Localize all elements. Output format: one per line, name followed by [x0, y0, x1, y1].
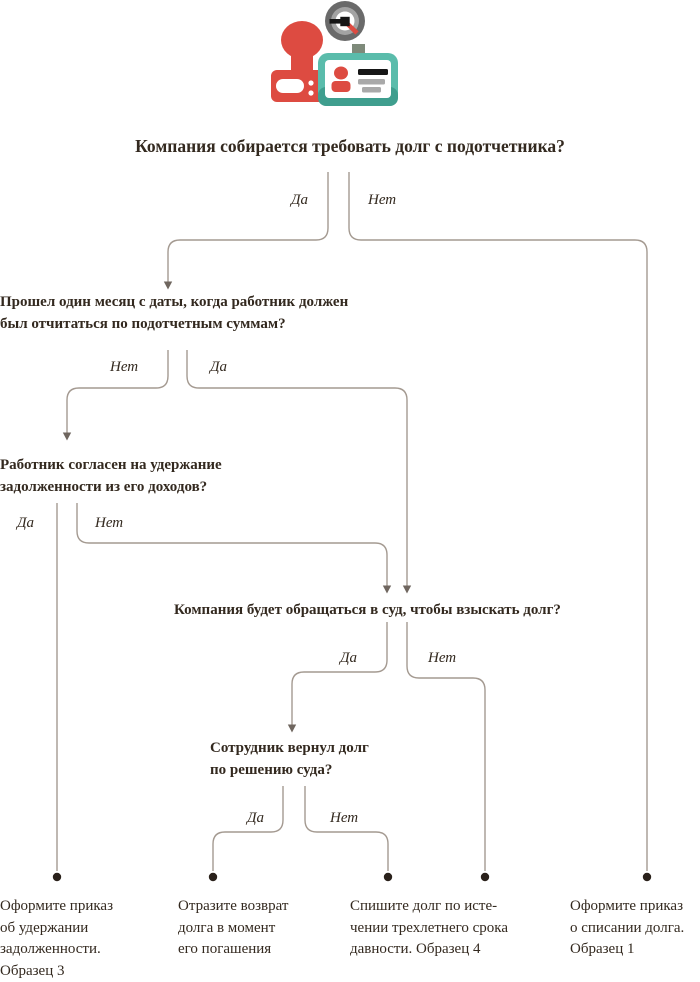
label-q1-no: Нет	[110, 359, 138, 375]
arrowhead-q3-right	[403, 586, 411, 594]
result-4-line-3: Образец 1	[570, 939, 684, 961]
result-write-off-order	[570, 896, 684, 961]
result-4-line-1: Оформите приказ	[570, 896, 684, 918]
endpoint-dot-r1	[53, 873, 61, 881]
connector-q3-yes	[292, 622, 387, 726]
question-3	[174, 599, 561, 621]
question-1	[0, 291, 348, 335]
arrowhead-q3-left	[383, 586, 391, 594]
result-4-line-2: о списании долга.	[570, 918, 684, 940]
label-q4-yes: Да	[247, 810, 264, 826]
question-4-line-2: по решению суда?	[210, 759, 369, 781]
connector-q2-no	[77, 503, 387, 587]
question-1-line-2: был отчитаться по подотчетным суммам?	[0, 313, 348, 335]
result-3-line-2: чении трехлетнего срока	[350, 918, 508, 940]
label-q3-no: Нет	[428, 650, 456, 666]
endpoint-dot-r3b	[481, 873, 489, 881]
label-root-yes: Да	[291, 192, 308, 208]
page-title: Компания собирается требовать долг с подотчетника?	[0, 136, 700, 157]
label-q4-no: Нет	[330, 810, 358, 826]
question-2	[0, 454, 222, 498]
result-2-line-1: Отразите возврат	[178, 896, 288, 918]
result-1-line-2: об удержании	[0, 918, 113, 940]
label-q1-yes: Да	[210, 359, 227, 375]
question-3-line-1: Компания будет обращаться в суд, чтобы взыскать долг?	[174, 599, 561, 621]
label-q2-no: Нет	[95, 515, 123, 531]
result-2-line-3: его погашения	[178, 939, 288, 961]
label-q2-yes: Да	[17, 515, 34, 531]
label-q3-yes: Да	[340, 650, 357, 666]
label-root-no: Нет	[368, 192, 396, 208]
result-withhold-order	[0, 896, 113, 982]
question-2-line-1: Работник согласен на удержание	[0, 454, 222, 476]
connector-q4-yes	[213, 786, 283, 871]
result-reflect-repayment	[178, 896, 288, 961]
result-1-line-4: Образец 3	[0, 961, 113, 982]
endpoint-dot-r2	[209, 873, 217, 881]
result-1-line-1: Оформите приказ	[0, 896, 113, 918]
result-write-off-after-limitation	[350, 896, 508, 961]
connector-q4-no	[305, 786, 388, 871]
result-2-line-2: долга в момент	[178, 918, 288, 940]
arrowhead-q4	[288, 725, 296, 733]
question-1-line-1: Прошел один месяц с даты, когда работник должен	[0, 291, 348, 313]
endpoint-dot-r4	[643, 873, 651, 881]
result-1-line-3: задолженности.	[0, 939, 113, 961]
question-2-line-2: задолженности из его доходов?	[0, 476, 222, 498]
result-3-line-1: Спишите долг по исте-	[350, 896, 508, 918]
question-4	[210, 737, 369, 781]
connector-root-no	[349, 172, 647, 871]
connector-root-yes	[168, 172, 328, 283]
endpoint-dot-r3a	[384, 873, 392, 881]
question-4-line-1: Сотрудник вернул долг	[210, 737, 369, 759]
arrowhead-q1	[164, 282, 172, 290]
arrowhead-q2	[63, 433, 71, 441]
result-3-line-3: давности. Образец 4	[350, 939, 508, 961]
